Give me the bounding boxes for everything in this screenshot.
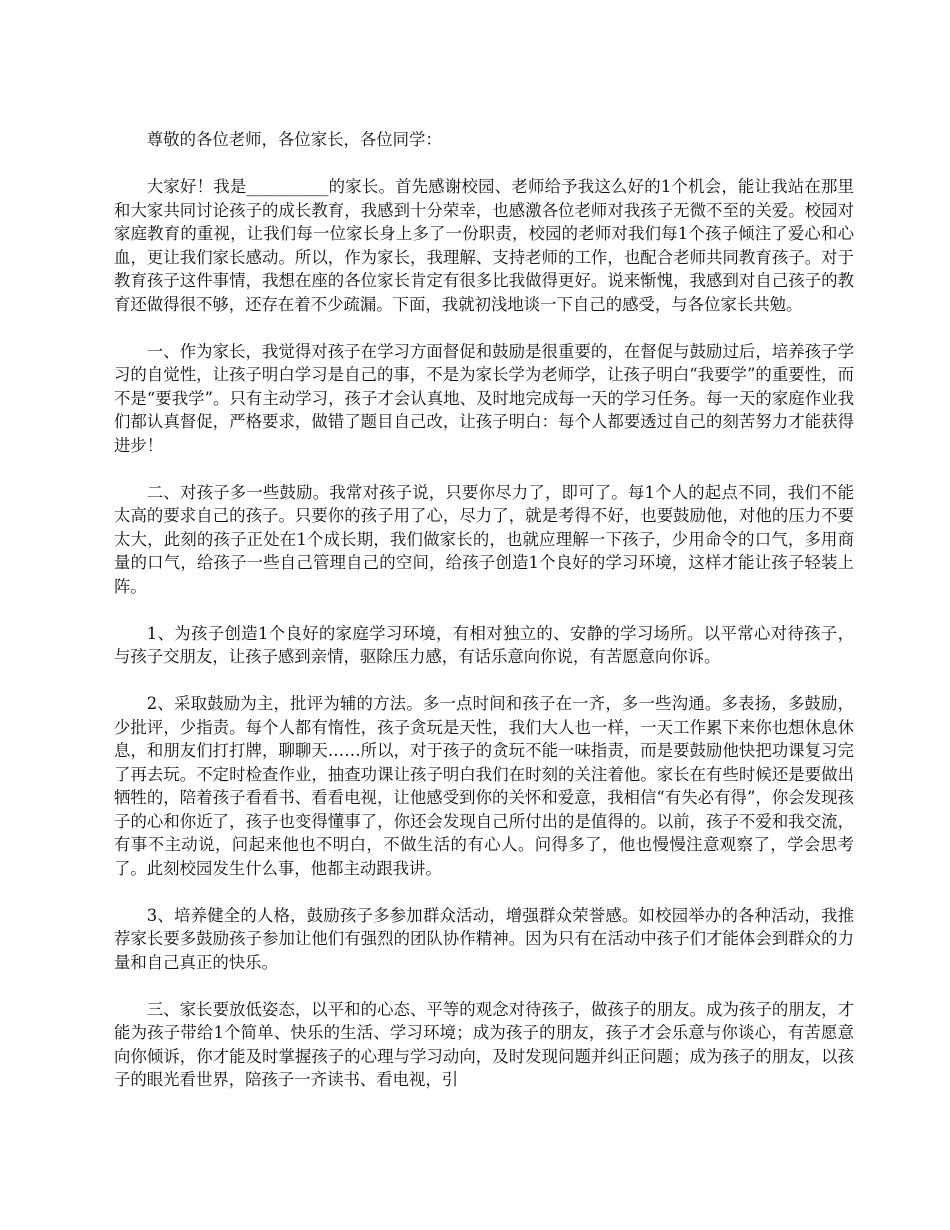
paragraph-point-three: 三、家长要放低姿态，以平和的心态、平等的观念对待孩子，做孩子的朋友。成为孩子的朋友，才能为孩子带给1个简单、快乐的生活、学习环境；成为孩子的朋友，孩子才会乐意与你谈心，有苦愿意向你倾诉，你才能及时掌握孩子的心理与学习动向，及时发现问题并纠正问题；成为孩子的朋友，以孩子的眼光看世界，陪孩子一齐读书、看电视，引 [114, 999, 854, 1089]
document-page [114, 128, 854, 1115]
paragraph-subpoint-2: 2、采取鼓励为主，批评为辅的方法。多一点时间和孩子在一齐，多一些沟通。多表扬，多鼓励，少批评，少指责。每个人都有惰性，孩子贪玩是天性，我们大人也一样，一天工作累下来你也想休息休息，和朋友们打打牌，聊聊天……所以，对于孩子的贪玩不能一味指责，而是要鼓励他快把功课复习完了再去玩。不定时检查作业，抽查功课让孩子明白我们在时刻的关注着他。家长在有些时候还是要做出牺牲的，陪着孩子看看书、看看电视，让他感受到你的关怀和爱意，我相信“有失必有得”，你会发现孩子的心和你近了，孩子也变得懂事了，你还会发现自己所付出的是值得的。以前，孩子不爱和我交流，有事不主动说，问起来他也不明白，不做生活的有心人。问得多了，他也慢慢注意观察了，学会思考了。此刻校园发生什么事，他都主动跟我讲。 [114, 694, 854, 878]
paragraph-subpoint-3: 3、培养健全的人格，鼓励孩子多参加群众活动，增强群众荣誉感。如校园举办的各种活动，我推荐家长要多鼓励孩子参加让他们有强烈的团队协作精神。因为只有在活动中孩子们才能体会到群众的力量和自己真正的快乐。 [114, 905, 854, 972]
greeting-line: 尊敬的各位老师，各位家长，各位同学： [146, 130, 442, 149]
paragraph-point-two: 二、对孩子多一些鼓励。我常对孩子说，只要你尽力了，即可了。每1个人的起点不同，我们不能太高的要求自己的孩子。只要你的孩子用了心，尽力了，就是考得不好，也要鼓励他，对他的压力不要太大，此刻的孩子正处在1个成长期，我们做家长的，也就应理解一下孩子，少用命令的口气，多用商量的口气，给孩子一些自己管理自己的空间，给孩子创造1个良好的学习环境，这样才能让孩子轻装上阵。 [114, 482, 854, 596]
paragraph-subpoint-1: 1、为孩子创造1个良好的家庭学习环境，有相对独立的、安静的学习场所。以平常心对待孩子，与孩子交朋友，让孩子感到亲情，驱除压力感，有话乐意向你说，有苦愿意向你诉。 [114, 623, 854, 666]
paragraph-point-one: 一、作为家长，我觉得对孩子在学习方面督促和鼓励是很重要的，在督促与鼓励过后，培养孩子学习的自觉性，让孩子明白学习是自己的事，不是为家长学为老师学，让孩子明白“我要学”的重要性，而不是“要我学”。只有主动学习，孩子才会认真地、及时地完成每一天的学习任务。每一天的家庭作业我们都认真督促，严格要求，做错了题目自己改，让孩子明白：每个人都要透过自己的刻苦努力才能获得进步！ [114, 341, 854, 455]
paragraph-opening: 大家好！我是__________的家长。首先感谢校园、老师给予我这么好的1个机会，能让我站在那里和大家共同讨论孩子的成长教育，我感到十分荣幸，也感激各位老师对我孩子无微不至的关爱。校园对家庭教育的重视，让我们每一位家长身上多了一份职责，校园的老师对我们每1个孩子倾注了爱心和心血，更让我们家长感动。所以，作为家长，我理解、支持老师的工作，也配合老师共同教育孩子。对于教育孩子这件事情，我想在座的各位家长肯定有很多比我做得更好。说来惭愧，我感到对自己孩子的教育还做得很不够，还存在着不少疏漏。下面，我就初浅地谈一下自己的感受，与各位家长共勉。 [114, 177, 854, 314]
